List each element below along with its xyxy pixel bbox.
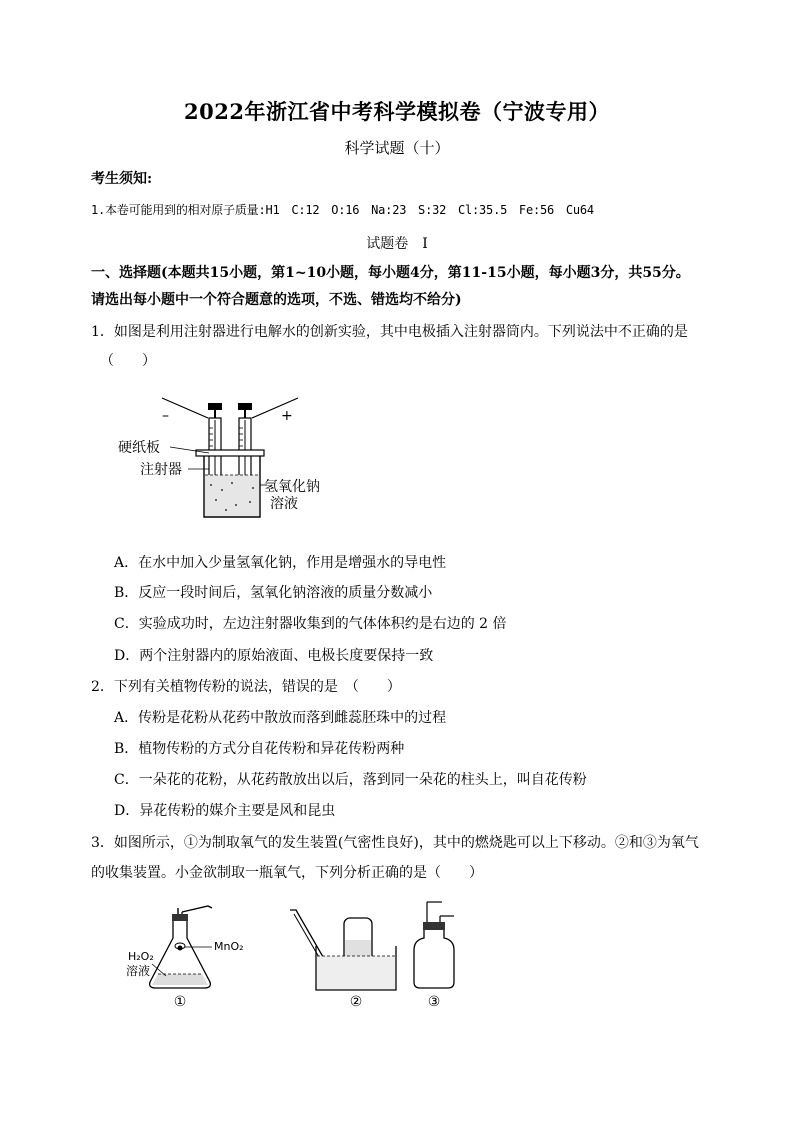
q3-stem-line1: 3．如图所示，①为制取氧气的发生装置(气密性良好)，其中的燃烧匙可以上下移动。②和③为氧气 [91, 835, 699, 851]
mno2-label: MnO₂ [214, 940, 244, 953]
atomic-mass-line: 1.本卷可能用到的相对原子质量:H1 C:12 O:16 Na:23 S:32 Cl:35.5 Fe:56 Cu64 [91, 203, 594, 217]
q1-stem-line2: （ ） [100, 353, 156, 369]
apparatus-2-water-trough [290, 910, 396, 990]
label-num-3: ③ [427, 994, 441, 1010]
q1-option-b: B．反应一段时间后，氢氧化钠溶液的质量分数减小 [114, 585, 433, 601]
plunger-head-left [208, 403, 222, 410]
section-heading-line1: 一、选择题(本题共15小题，第1~10小题，每小题4分，第11-15小题，每小题3分，共55分。 [91, 265, 690, 281]
label-num-2: ② [349, 994, 363, 1010]
page-title: 2022年浙江省中考科学模拟卷（宁波专用） [184, 99, 610, 124]
q3-apparatus-figure [120, 890, 490, 1015]
solution [205, 475, 259, 516]
h2o2-label: H₂O₂ [128, 950, 154, 963]
q1-electrolysis-figure [110, 390, 350, 525]
solution-label: 溶液 [126, 964, 151, 978]
label-num-1: ① [173, 994, 187, 1010]
q1-stem-line1: 1．如图是利用注射器进行电解水的创新实验，其中电极插入注射器筒内。下列说法中不正确的是 [91, 324, 688, 340]
q1-option-c: C．实验成功时，左边注射器收集到的气体体积约是右边的 2 倍 [114, 616, 507, 632]
q2-option-b: B．植物传粉的方式分自花传粉和异花传粉两种 [114, 741, 405, 757]
cardboard-label: 硬纸板 [118, 440, 160, 456]
notice-heading: 考生须知: [91, 171, 153, 187]
paper-label: 试题卷 I [366, 236, 428, 252]
q3-stem-line2: 的收集装置。小金欲制取一瓶氧气，下列分析正确的是（ ） [91, 865, 483, 881]
q2-option-d: D．异花传粉的媒介主要是风和昆虫 [114, 803, 336, 819]
q1-option-a: A．在水中加入少量氢氧化钠，作用是增强水的导电性 [114, 555, 447, 571]
q2-stem: 2．下列有关植物传粉的说法，错误的是 （ ） [91, 679, 401, 695]
section-heading-line2: 请选出每小题中一个符合题意的选项，不选、错选均不给分) [91, 292, 462, 308]
solution-label-line1: 氢氧化钠 [264, 479, 320, 495]
apparatus-3-gas-bottle [414, 902, 454, 988]
cardboard [196, 450, 264, 456]
q1-option-d: D．两个注射器内的原始液面、电极长度要保持一致 [114, 648, 434, 664]
plus-sign: + [281, 408, 293, 424]
page-subtitle: 科学试题（十） [344, 139, 450, 157]
q2-option-a: A．传粉是花粉从花药中散放而落到雌蕊胚珠中的过程 [114, 710, 447, 726]
syringe-label: 注射器 [140, 462, 182, 478]
minus-sign: – [162, 408, 169, 424]
q2-option-c: C．一朵花的花粉，从花药散放出以后，落到同一朵花的柱头上，叫自花传粉 [114, 772, 587, 788]
plunger-head-right [238, 403, 252, 410]
solution-label-line2: 溶液 [270, 496, 298, 512]
